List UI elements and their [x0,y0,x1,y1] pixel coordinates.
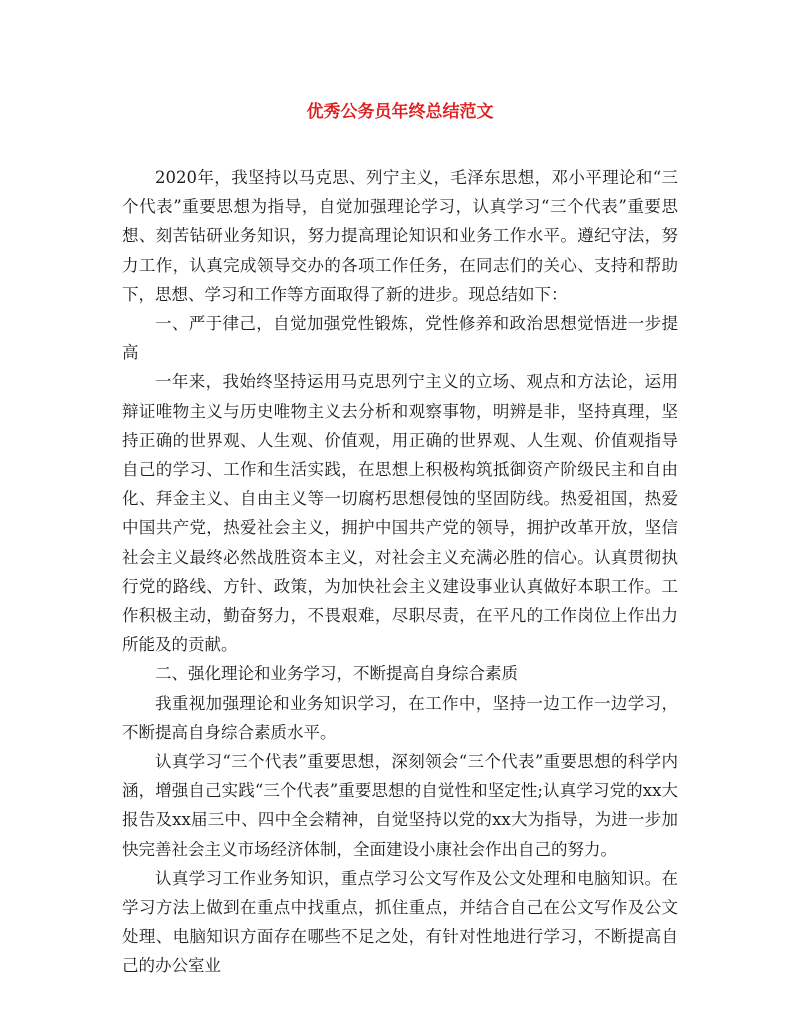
paragraph-section-1: 一年来，我始终坚持运用马克思列宁主义的立场、观点和方法论，运用辩证唯物主义与历史唯物主义去分析和观察事物，明辨是非，坚持真理，坚持正确的世界观、人生观、价值观，用正确的世界观、人生观、价值观指导自己的学习、工作和生活实践，在思想上积极构筑抵御资产阶级民主和自由化、拜金主义、自由主义等一切腐朽思想侵蚀的坚固防线。热爱祖国，热爱中国共产党，热爱社会主义，拥护中国共产党的领导，拥护改革开放，坚信社会主义最终必然战胜资本主义，对社会主义充满必胜的信心。认真贯彻执行党的路线、方针、政策，为加快社会主义建设事业认真做好本职工作。工作积极主动，勤奋努力，不畏艰难，尽职尽责，在平凡的工作岗位上作出力所能及的贡献。 [122,372,678,655]
section-heading-2: 二、强化理论和业务学习，不断提高自身综合素质 [155,664,518,684]
paragraph-study-2: 认真学习“三个代表”重要思想，深刻领会“三个代表”重要思想的科学内涵，增强自己实践“三个代表”重要思想的自觉性和坚定性;认真学习党的xx大报告及xx届三中、四中全会精神，自觉坚持以党的xx大为指导，为进一步加快完善社会主义市场经济体制，全面建设小康社会作出自己的努力。 [122,752,678,859]
section-heading-1: 一、严于律己，自觉加强党性锻炼，党性修养和政治思想觉悟进一步提高 [122,314,678,363]
paragraph-study-1: 我重视加强理论和业务知识学习，在工作中，坚持一边工作一边学习，不断提高自身综合素质水平。 [122,693,678,742]
document-body [122,163,678,981]
page-title: 优秀公务员年终总结范文 [306,102,494,122]
paragraph-study-3: 认真学习工作业务知识，重点学习公文写作及公文处理和电脑知识。在学习方法上做到在重点中找重点，抓住重点，并结合自己在公文写作及公文处理、电脑知识方面存在哪些不足之处，有针对性地进行学习，不断提高自己的办公室业 [122,868,678,976]
paragraph-intro: 2020年，我坚持以马克思、列宁主义，毛泽东思想，邓小平理论和“三个代表”重要思想为指导，自觉加强理论学习，认真学习“三个代表”重要思想、刻苦钻研业务知识，努力提高理论知识和业务工作水平。遵纪守法，努力工作，认真完成领导交办的各项工作任务，在同志们的关心、支持和帮助下，思想、学习和工作等方面取得了新的进步。现总结如下： [122,168,678,304]
